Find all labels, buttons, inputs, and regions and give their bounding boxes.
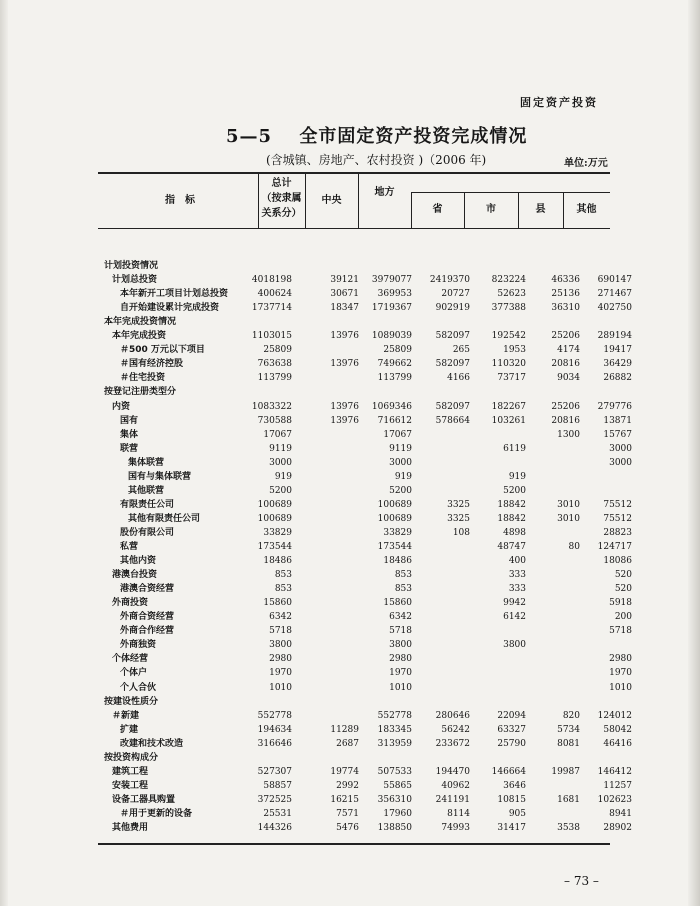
row-label: 其他有限责任公司 bbox=[128, 513, 201, 524]
header-total-line1: 总计 bbox=[271, 178, 292, 189]
row-value: 8941 bbox=[609, 808, 632, 819]
row-value: 6342 bbox=[269, 612, 292, 623]
table-row bbox=[0, 385, 700, 399]
row-value: 265 bbox=[452, 345, 470, 356]
table-row bbox=[0, 765, 700, 779]
row-value: 3800 bbox=[269, 640, 292, 651]
row-value: 333 bbox=[508, 570, 526, 581]
row-value: 6342 bbox=[389, 612, 412, 623]
row-value: 1970 bbox=[389, 668, 412, 679]
row-value: 582097 bbox=[435, 401, 470, 412]
row-value: 1719367 bbox=[371, 303, 412, 314]
row-value: 400624 bbox=[257, 289, 292, 300]
header-indicator: 指 标 bbox=[165, 195, 195, 206]
row-label: 港澳台投资 bbox=[112, 570, 158, 581]
row-value: 102623 bbox=[597, 794, 632, 805]
row-value: 1010 bbox=[609, 682, 632, 693]
row-label: 设备工器具购置 bbox=[112, 794, 176, 805]
page-number: – 73 – bbox=[564, 874, 599, 888]
table-row bbox=[0, 343, 700, 357]
row-value: 3325 bbox=[447, 499, 470, 510]
row-value: 200 bbox=[614, 612, 632, 623]
row-value: 40962 bbox=[441, 780, 470, 791]
row-value: 25790 bbox=[497, 738, 526, 749]
table-row bbox=[0, 329, 700, 343]
row-value: 173544 bbox=[377, 542, 412, 552]
row-label: 有限责任公司 bbox=[120, 499, 175, 510]
col-divider bbox=[358, 174, 359, 228]
table-row bbox=[0, 456, 700, 470]
row-label: 本年新开工项目计划总投资 bbox=[120, 289, 229, 300]
row-value: 730588 bbox=[257, 415, 292, 426]
header-other: 其他 bbox=[576, 204, 597, 215]
row-value: 110320 bbox=[491, 359, 526, 370]
row-value: 33829 bbox=[383, 527, 412, 538]
header-central: 中央 bbox=[321, 195, 342, 206]
table-row bbox=[0, 751, 700, 765]
row-value: 1300 bbox=[557, 429, 580, 440]
row-value: 108 bbox=[452, 527, 470, 538]
row-value: 31417 bbox=[497, 823, 526, 833]
row-value: 13871 bbox=[603, 415, 632, 426]
header-city: 市 bbox=[486, 204, 496, 215]
row-value: 18486 bbox=[263, 556, 292, 567]
row-value: 1010 bbox=[269, 682, 292, 693]
table-subtitle: (含城镇、房地产、农村投资 )（2006 年) bbox=[266, 153, 487, 167]
row-value: 28823 bbox=[603, 527, 632, 538]
table-bottom-rule bbox=[98, 843, 610, 845]
row-value: 5718 bbox=[389, 626, 412, 637]
row-value: 313959 bbox=[377, 738, 412, 749]
row-label: ＃新建 bbox=[112, 710, 140, 721]
row-value: 28902 bbox=[603, 823, 632, 833]
row-value: 58857 bbox=[263, 780, 292, 791]
header-local: 地方 bbox=[374, 187, 395, 198]
row-value: 9119 bbox=[269, 443, 292, 454]
table-row bbox=[0, 793, 700, 807]
row-label: 本年完成投资 bbox=[112, 331, 167, 342]
row-label: 安装工程 bbox=[112, 780, 149, 791]
table-row bbox=[0, 709, 700, 723]
row-value: 520 bbox=[614, 570, 632, 581]
row-value: 48747 bbox=[497, 542, 526, 552]
row-label: 国有 bbox=[120, 415, 139, 426]
row-value: 279776 bbox=[597, 401, 632, 412]
row-value: 73717 bbox=[497, 373, 526, 384]
row-value: 280646 bbox=[435, 710, 470, 721]
row-value: 58042 bbox=[603, 724, 632, 735]
row-value: 74993 bbox=[441, 823, 470, 833]
row-value: 853 bbox=[274, 584, 292, 595]
row-value: 356310 bbox=[377, 794, 412, 805]
row-value: 372525 bbox=[257, 794, 292, 805]
table-row bbox=[0, 554, 700, 568]
row-value: 56242 bbox=[441, 724, 470, 735]
row-value: 582097 bbox=[435, 331, 470, 342]
table-row bbox=[0, 400, 700, 414]
row-value: 763638 bbox=[257, 359, 292, 370]
table-row bbox=[0, 666, 700, 680]
row-value: 9119 bbox=[389, 443, 412, 454]
row-value: 3000 bbox=[609, 457, 632, 468]
row-label: 其他费用 bbox=[112, 823, 149, 833]
row-value: 853 bbox=[394, 570, 412, 581]
row-value: 1681 bbox=[557, 794, 580, 805]
row-value: 919 bbox=[274, 471, 292, 482]
table-row bbox=[0, 428, 700, 442]
row-value: 3646 bbox=[503, 780, 526, 791]
row-value: 3800 bbox=[389, 640, 412, 651]
table-row bbox=[0, 821, 700, 835]
table-row bbox=[0, 723, 700, 737]
row-value: 33829 bbox=[263, 527, 292, 538]
row-value: 520 bbox=[614, 584, 632, 595]
row-label: 其他内资 bbox=[120, 556, 157, 567]
row-value: 9942 bbox=[503, 598, 526, 609]
row-value: 5200 bbox=[269, 485, 292, 496]
table-row bbox=[0, 470, 700, 484]
table-row bbox=[0, 526, 700, 540]
row-value: 13976 bbox=[330, 359, 359, 370]
row-value: 690147 bbox=[597, 275, 632, 286]
row-value: 25206 bbox=[551, 401, 580, 412]
row-value: 5918 bbox=[609, 598, 632, 609]
row-value: 5718 bbox=[269, 626, 292, 637]
row-value: 316646 bbox=[257, 738, 292, 749]
row-value: 4166 bbox=[447, 373, 470, 384]
row-value: 194634 bbox=[257, 724, 292, 735]
row-value: 582097 bbox=[435, 359, 470, 370]
row-value: 103261 bbox=[491, 415, 526, 426]
row-label: 外商合作经营 bbox=[120, 626, 175, 637]
row-value: 749662 bbox=[377, 359, 412, 370]
row-value: 18347 bbox=[330, 303, 359, 314]
row-value: 2992 bbox=[336, 780, 359, 791]
table-row bbox=[0, 315, 700, 329]
table-row bbox=[0, 624, 700, 638]
row-value: 716612 bbox=[377, 415, 412, 426]
table-row bbox=[0, 371, 700, 385]
row-value: 52623 bbox=[497, 289, 526, 300]
row-value: 1083322 bbox=[251, 401, 292, 412]
row-value: 402750 bbox=[597, 303, 632, 314]
row-label: 股份有限公司 bbox=[120, 527, 175, 538]
row-value: 15767 bbox=[603, 429, 632, 440]
row-value: 552778 bbox=[257, 710, 292, 721]
table-row bbox=[0, 540, 700, 554]
table-row bbox=[0, 652, 700, 666]
row-value: 13976 bbox=[330, 331, 359, 342]
local-subheader-rule bbox=[411, 192, 610, 193]
row-label: 个体经营 bbox=[112, 654, 149, 665]
row-value: 25531 bbox=[263, 808, 292, 819]
row-label: ＃500 万元以下项目 bbox=[120, 345, 205, 356]
row-value: 241191 bbox=[435, 794, 470, 805]
row-value: 17067 bbox=[263, 429, 292, 440]
row-value: 146412 bbox=[597, 766, 632, 777]
row-label: 外商投资 bbox=[112, 598, 149, 609]
table-row bbox=[0, 638, 700, 652]
row-value: 46336 bbox=[551, 275, 580, 286]
row-label: 改建和技术改造 bbox=[120, 738, 184, 749]
row-value: 20727 bbox=[441, 289, 470, 300]
row-value: 18486 bbox=[383, 556, 412, 567]
table-row bbox=[0, 695, 700, 709]
row-label: 扩建 bbox=[120, 724, 139, 735]
unit-label: 单位:万元 bbox=[564, 158, 608, 169]
table-row bbox=[0, 287, 700, 301]
row-label: ＃住宅投资 bbox=[120, 373, 166, 384]
row-label: 建筑工程 bbox=[112, 766, 149, 777]
row-value: 271467 bbox=[597, 289, 632, 300]
row-value: 11289 bbox=[330, 724, 359, 735]
row-value: 26882 bbox=[603, 373, 632, 384]
page-title bbox=[226, 122, 527, 148]
row-value: 9034 bbox=[557, 373, 580, 384]
table-row bbox=[0, 779, 700, 793]
row-value: 20816 bbox=[551, 359, 580, 370]
row-value: 4018198 bbox=[251, 275, 292, 286]
row-value: 75512 bbox=[603, 499, 632, 510]
row-value: 1069346 bbox=[371, 401, 412, 412]
row-value: 3000 bbox=[389, 457, 412, 468]
row-value: 15860 bbox=[263, 598, 292, 609]
row-label: 个人合伙 bbox=[120, 682, 157, 693]
row-value: 18086 bbox=[603, 556, 632, 567]
row-value: 124012 bbox=[597, 710, 632, 721]
row-value: 1103015 bbox=[251, 331, 292, 342]
row-label: 按登记注册类型分 bbox=[104, 387, 177, 398]
row-value: 5200 bbox=[503, 485, 526, 496]
row-value: 100689 bbox=[257, 499, 292, 510]
table-row bbox=[0, 357, 700, 371]
row-value: 182267 bbox=[491, 401, 526, 412]
table-number: 5—5 bbox=[226, 126, 273, 147]
row-value: 823224 bbox=[491, 275, 526, 286]
row-label: 集体联营 bbox=[128, 457, 165, 468]
row-value: 36310 bbox=[551, 303, 580, 314]
row-value: 192542 bbox=[491, 331, 526, 342]
row-value: 1970 bbox=[269, 668, 292, 679]
row-label: 计划总投资 bbox=[112, 275, 158, 286]
row-value: 3979077 bbox=[371, 275, 412, 286]
row-value: 194470 bbox=[435, 766, 470, 777]
row-value: 400 bbox=[508, 556, 526, 567]
row-value: 3010 bbox=[557, 499, 580, 510]
row-value: 75512 bbox=[603, 513, 632, 524]
row-value: 13976 bbox=[330, 401, 359, 412]
row-value: 5734 bbox=[557, 724, 580, 735]
row-value: 22094 bbox=[497, 710, 526, 721]
row-value: 46416 bbox=[603, 738, 632, 749]
row-value: 902919 bbox=[435, 303, 470, 314]
table-row bbox=[0, 737, 700, 751]
row-value: 16215 bbox=[330, 794, 359, 805]
row-label: 国有与集体联营 bbox=[128, 471, 192, 482]
row-value: 113799 bbox=[377, 373, 412, 384]
row-label: 按建设性质分 bbox=[104, 696, 159, 707]
row-value: 18842 bbox=[497, 513, 526, 524]
row-value: 11257 bbox=[603, 780, 632, 791]
row-label: 联营 bbox=[120, 443, 139, 454]
row-value: 3325 bbox=[447, 513, 470, 524]
row-label: ＃国有经济控股 bbox=[120, 359, 184, 370]
row-value: 30671 bbox=[330, 289, 359, 300]
row-label: 个体户 bbox=[120, 668, 148, 679]
row-value: 3800 bbox=[503, 640, 526, 651]
row-value: 1970 bbox=[609, 668, 632, 679]
row-value: 369953 bbox=[377, 289, 412, 300]
row-value: 124717 bbox=[597, 542, 632, 552]
row-value: 5476 bbox=[336, 823, 359, 833]
table-row bbox=[0, 512, 700, 526]
table-title: 全市固定资产投资完成情况 bbox=[299, 126, 528, 147]
row-value: 2980 bbox=[389, 654, 412, 665]
row-value: 17067 bbox=[383, 429, 412, 440]
row-value: 3000 bbox=[609, 443, 632, 454]
row-value: 233672 bbox=[435, 738, 470, 749]
row-value: 138850 bbox=[377, 823, 412, 833]
header-total-line2: （按隶属 bbox=[261, 193, 302, 204]
table-row bbox=[0, 681, 700, 695]
row-value: 6142 bbox=[503, 612, 526, 623]
row-value: 3538 bbox=[557, 823, 580, 833]
section-header: 固定资产投资 bbox=[520, 96, 598, 109]
header-total bbox=[258, 176, 305, 221]
row-value: 25206 bbox=[551, 331, 580, 342]
table-row bbox=[0, 259, 700, 273]
table-row bbox=[0, 582, 700, 596]
table-row bbox=[0, 610, 700, 624]
row-value: 20816 bbox=[551, 415, 580, 426]
table-row bbox=[0, 484, 700, 498]
row-value: 1089039 bbox=[371, 331, 412, 342]
row-value: 36429 bbox=[603, 359, 632, 370]
row-label: 港澳合资经营 bbox=[120, 584, 175, 595]
row-label: ＃用于更新的设备 bbox=[120, 808, 193, 819]
row-label: 自开始建设累计完成投资 bbox=[120, 303, 220, 314]
header-bottom-rule bbox=[98, 228, 610, 229]
row-value: 15860 bbox=[383, 598, 412, 609]
row-value: 919 bbox=[394, 471, 412, 482]
row-value: 173544 bbox=[257, 542, 292, 552]
row-value: 80 bbox=[568, 542, 580, 552]
row-value: 527307 bbox=[257, 766, 292, 777]
row-value: 100689 bbox=[377, 499, 412, 510]
header-total-line3: 关系分） bbox=[261, 208, 302, 219]
row-value: 17960 bbox=[383, 808, 412, 819]
row-value: 100689 bbox=[257, 513, 292, 524]
row-value: 146664 bbox=[491, 766, 526, 777]
row-value: 4174 bbox=[557, 345, 580, 356]
row-label: 按投资构成分 bbox=[104, 752, 159, 763]
table-top-rule bbox=[98, 172, 610, 174]
row-label: 私营 bbox=[120, 542, 139, 552]
row-value: 1010 bbox=[389, 682, 412, 693]
row-label: 内资 bbox=[112, 401, 131, 412]
table-row bbox=[0, 273, 700, 287]
row-value: 8081 bbox=[557, 738, 580, 749]
row-value: 853 bbox=[394, 584, 412, 595]
table-row bbox=[0, 596, 700, 610]
row-value: 25809 bbox=[383, 345, 412, 356]
row-value: 3010 bbox=[557, 513, 580, 524]
row-value: 5200 bbox=[389, 485, 412, 496]
row-value: 25136 bbox=[551, 289, 580, 300]
row-value: 8114 bbox=[447, 808, 470, 819]
table-row bbox=[0, 807, 700, 821]
table-row bbox=[0, 568, 700, 582]
row-label: 计划投资情况 bbox=[104, 261, 159, 271]
row-value: 3000 bbox=[269, 457, 292, 468]
row-value: 25809 bbox=[263, 345, 292, 356]
row-value: 919 bbox=[508, 471, 526, 482]
row-value: 7571 bbox=[336, 808, 359, 819]
row-value: 19987 bbox=[551, 766, 580, 777]
row-value: 1737714 bbox=[251, 303, 292, 314]
row-value: 63327 bbox=[497, 724, 526, 735]
row-value: 19774 bbox=[330, 766, 359, 777]
row-value: 13976 bbox=[330, 415, 359, 426]
row-value: 820 bbox=[562, 710, 580, 721]
row-value: 507533 bbox=[377, 766, 412, 777]
row-value: 905 bbox=[508, 808, 526, 819]
row-value: 113799 bbox=[257, 373, 292, 384]
row-value: 18842 bbox=[497, 499, 526, 510]
row-value: 853 bbox=[274, 570, 292, 581]
table-row bbox=[0, 301, 700, 315]
table-row bbox=[0, 442, 700, 456]
row-value: 333 bbox=[508, 584, 526, 595]
row-value: 55865 bbox=[383, 780, 412, 791]
row-value: 10815 bbox=[497, 794, 526, 805]
row-value: 2419370 bbox=[429, 275, 470, 286]
row-value: 289194 bbox=[597, 331, 632, 342]
row-value: 6119 bbox=[503, 443, 526, 454]
row-value: 2980 bbox=[609, 654, 632, 665]
table-row bbox=[0, 498, 700, 512]
table-row bbox=[0, 414, 700, 428]
row-value: 552778 bbox=[377, 710, 412, 721]
row-value: 2980 bbox=[269, 654, 292, 665]
row-value: 2687 bbox=[336, 738, 359, 749]
row-value: 377388 bbox=[491, 303, 526, 314]
row-value: 39121 bbox=[330, 275, 359, 286]
row-value: 578664 bbox=[435, 415, 470, 426]
row-value: 183345 bbox=[377, 724, 412, 735]
row-label: 其他联营 bbox=[128, 485, 165, 496]
row-value: 144326 bbox=[257, 823, 292, 833]
row-value: 4898 bbox=[503, 527, 526, 538]
row-value: 19417 bbox=[603, 345, 632, 356]
header-province: 省 bbox=[432, 204, 443, 215]
row-value: 5718 bbox=[609, 626, 632, 637]
row-value: 1953 bbox=[503, 345, 526, 356]
header-county: 县 bbox=[535, 204, 546, 215]
row-label: 集体 bbox=[120, 429, 139, 440]
row-value: 100689 bbox=[377, 513, 412, 524]
row-label: 本年完成投资情况 bbox=[104, 317, 177, 328]
row-label: 外商独资 bbox=[120, 640, 157, 651]
row-label: 外商合资经营 bbox=[120, 612, 175, 623]
